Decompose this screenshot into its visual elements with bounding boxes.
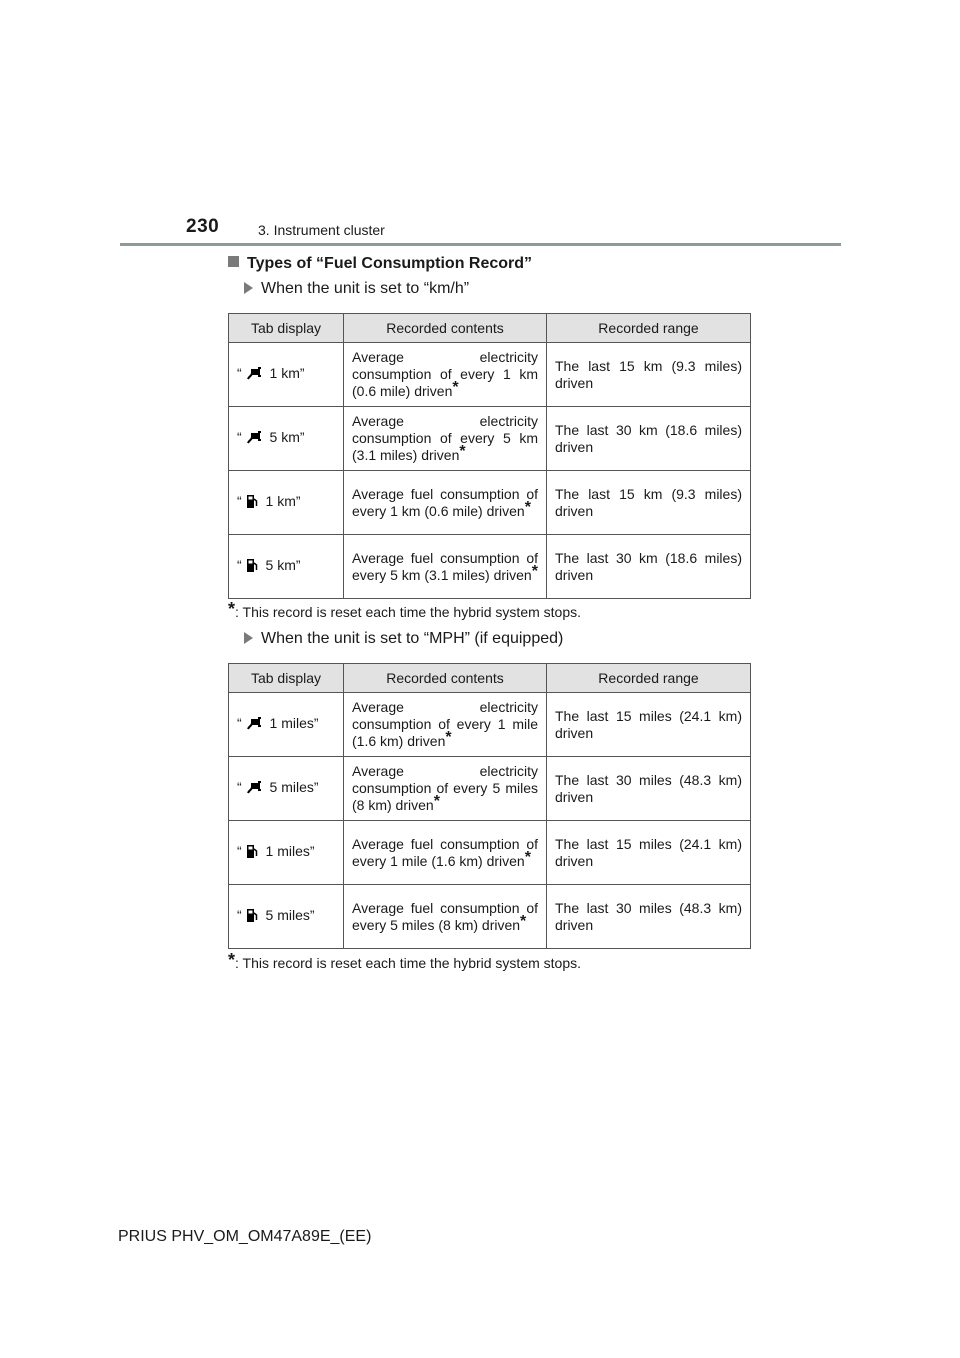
column-header: Recorded range (547, 664, 751, 693)
electric-plug-icon (246, 367, 262, 385)
table-row (229, 535, 751, 599)
document-footer: PRIUS PHV_OM_OM47A89E_(EE) (118, 1228, 372, 1245)
table-row (229, 821, 751, 885)
range-cell: The last 15 km (9.3 miles) driven (547, 343, 751, 407)
fuel-pump-icon (246, 558, 258, 577)
tab-display-cell: “ 5 miles” (229, 885, 344, 949)
table-row (229, 471, 751, 535)
tab-display-cell: “ 1 miles” (229, 821, 344, 885)
triangle-bullet-icon (244, 282, 253, 294)
contents-cell: Average electricity consumption of every 1 km (0.6 mile) driven* (344, 343, 547, 407)
contents-cell: Average electricity consumption of every 1 mile (1.6 km) driven* (344, 693, 547, 757)
range-cell: The last 30 miles (48.3 km) driven (547, 885, 751, 949)
tab-display-cell: “ 1 km” (229, 343, 344, 407)
table-row (229, 693, 751, 757)
section-label: 3. Instrument cluster (258, 222, 385, 238)
range-cell: The last 30 km (18.6 miles) driven (547, 407, 751, 471)
range-cell: The last 15 miles (24.1 km) driven (547, 693, 751, 757)
km-subheading (244, 280, 469, 298)
header-rule (120, 243, 841, 246)
electric-plug-icon (246, 717, 262, 735)
fuel-pump-icon (246, 908, 258, 927)
column-header: Recorded contents (344, 314, 547, 343)
electric-plug-icon (246, 431, 262, 449)
range-cell: The last 15 miles (24.1 km) driven (547, 821, 751, 885)
tab-display-cell: “ 5 km” (229, 535, 344, 599)
column-header: Tab display (229, 314, 344, 343)
table-row (229, 757, 751, 821)
fuel-pump-icon (246, 844, 258, 863)
tab-display-cell: “ 5 miles” (229, 757, 344, 821)
contents-cell: Average fuel consumption of every 1 mile (1.6 km) driven* (344, 821, 547, 885)
mph-subheading (244, 630, 563, 648)
range-cell: The last 30 miles (48.3 km) driven (547, 757, 751, 821)
mph-record-table (228, 663, 751, 949)
mph-subheading-text: When the unit is set to “MPH” (if equipped) (261, 630, 564, 647)
fuel-pump-icon (246, 494, 258, 513)
km-footnote: *: This record is reset each time the hybrid system stops. (228, 599, 582, 620)
square-bullet-icon (228, 256, 239, 267)
electric-plug-icon (246, 781, 262, 799)
page-number: 230 (186, 216, 220, 237)
contents-cell: Average fuel consumption of every 5 km (3.1 miles) driven* (344, 535, 547, 599)
mph-footnote: *: This record is reset each time the hybrid system stops. (228, 950, 582, 971)
table-row (229, 885, 751, 949)
triangle-bullet-icon (244, 632, 253, 644)
column-header: Recorded range (547, 314, 751, 343)
contents-cell: Average fuel consumption of every 5 miles (8 km) driven* (344, 885, 547, 949)
km-subheading-text: When the unit is set to “km/h” (261, 280, 470, 297)
table-header-row (229, 314, 751, 343)
contents-cell: Average electricity consumption of every 5 miles (8 km) driven* (344, 757, 547, 821)
table-row (229, 407, 751, 471)
tab-display-cell: “ 5 km” (229, 407, 344, 471)
section-heading (228, 255, 532, 273)
table-row (229, 343, 751, 407)
km-record-table (228, 313, 751, 599)
heading-text: Types of “Fuel Consumption Record” (247, 255, 533, 272)
column-header: Tab display (229, 664, 344, 693)
range-cell: The last 15 km (9.3 miles) driven (547, 471, 751, 535)
column-header: Recorded contents (344, 664, 547, 693)
tab-display-cell: “ 1 miles” (229, 693, 344, 757)
range-cell: The last 30 km (18.6 miles) driven (547, 535, 751, 599)
contents-cell: Average fuel consumption of every 1 km (0.6 mile) driven* (344, 471, 547, 535)
tab-display-cell: “ 1 km” (229, 471, 344, 535)
contents-cell: Average electricity consumption of every 5 km (3.1 miles) driven* (344, 407, 547, 471)
table-header-row (229, 664, 751, 693)
